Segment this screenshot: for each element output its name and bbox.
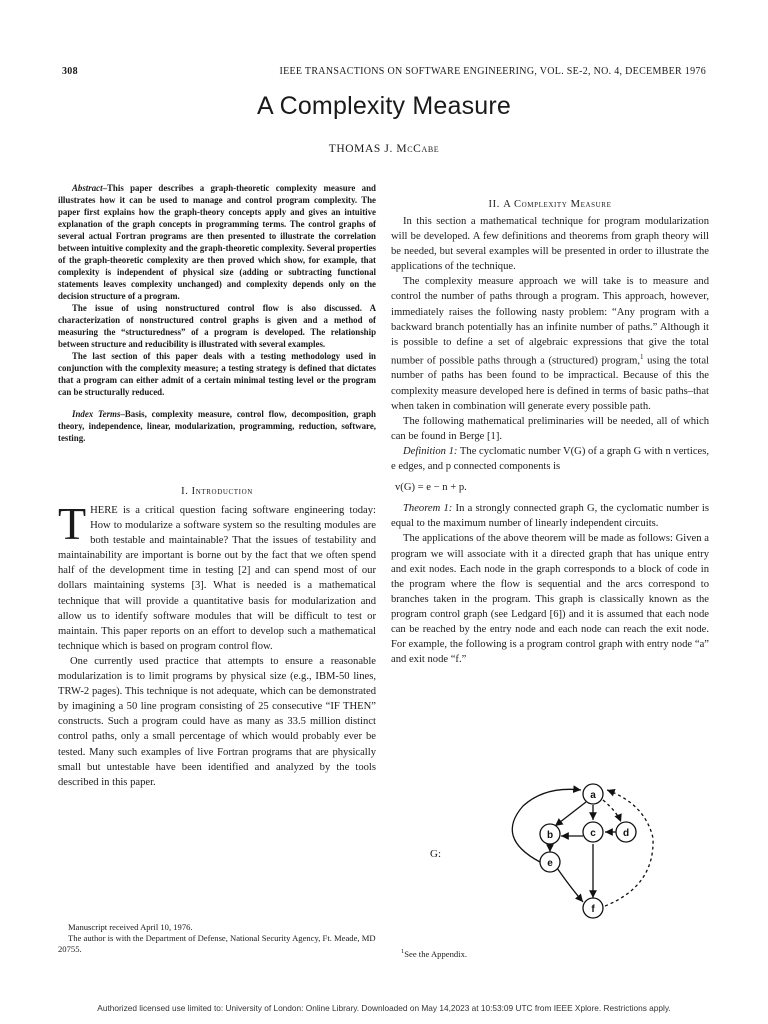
drop-cap: T — [58, 498, 87, 549]
section1-heading — [58, 486, 376, 497]
abstract — [58, 182, 376, 398]
section2-p4: The applications of the above theorem will be made as follows: Given a program we will associate with it a directed graph that has unique entry and exit nodes. Each node in the graph corresponds to a block of code in the program where the flow is sequential and the arcs correspond to branches taken in the program. This graph is classically known as the program control graph (see Ledgard [6]) and it is assumed that each node can be reached by the entry node and each node can reach the exit node. For example, the following is a program control graph with entry node “a” and exit node “f.” — [391, 533, 709, 666]
section2-title: A Complexity Measure — [503, 199, 612, 210]
author-affiliation: The author is with the Department of Defense, National Security Agency, Ft. Meade, MD 20755. — [58, 933, 376, 954]
section1-p1: HERE is a critical question facing software engineering today: How to modularize a software system so the resulting modules are both testable and maintainable? That the issues of testability and maintainability are important is borne out by the fact that we often spend half of the development time in testing [2] and can spend most of our dollars maintaining systems [3]. What is needed is a mathematical technique that will provide a quantitative basis for modularization and allow us to identify software modules that will be difficult to test or maintain. This paper reports on an effort to develop such a mathematical technique which is based on program control flow. — [58, 505, 376, 652]
appendix-footnote-text: See the Appendix. — [404, 948, 468, 959]
paper-title: A Complexity Measure — [256, 92, 512, 120]
journal-running-head: IEEE TRANSACTIONS ON SOFTWARE ENGINEERING, VOL. SE-2, NO. 4, DECEMBER 1976 — [279, 66, 706, 77]
section1-title: Introduction — [191, 486, 253, 497]
running-header — [62, 66, 706, 80]
node-c-label: c — [590, 828, 596, 839]
section2-p1: In this section a mathematical technique for program modularization will be developed. A few definitions and theorems from graph theory will be needed, but several examples will be presented in order to illustrate the applications of the technique. — [391, 216, 709, 273]
cyclomatic-formula: v(G) = e − n + p. — [395, 482, 467, 494]
abstract-p1: –This paper describes a graph-theoretic complexity measure and illustrates how it can be used to manage and control program complexity. The paper first explains how the graph-theory concepts apply and gives an intuitive explanation of the graph concepts in programming terms. The control graphs of several actual Fortran programs are then presented to illustrate the correlation between intuitive complexity and the graph-theoretic complexity. Several properties of the graph-theoretic complexity are then proved which show, for example, that complexity is independent of physical size (adding or subtracting functional statements leaves complexity unchanged) and complexity depends only on the decision structure of a program. — [58, 183, 376, 301]
graph-label: G: — [430, 848, 441, 860]
node-d-label: d — [622, 828, 630, 839]
author-name — [0, 143, 768, 155]
edge-e-f — [557, 868, 583, 902]
appendix-footnote — [401, 946, 467, 960]
definition-lead: Definition 1: — [403, 445, 458, 457]
section2-number: II. — [488, 199, 504, 210]
section2-p2 — [391, 274, 709, 413]
section1-body — [58, 498, 376, 790]
section2-p3: The following mathematical preliminaries will be needed, all of which can be found in Berge [1]. — [391, 415, 709, 442]
footnote-marker: 1 — [640, 352, 644, 361]
author-last: McCabe — [396, 143, 440, 155]
theorem-lead: Theorem 1: — [403, 503, 453, 515]
section1-number: I. — [181, 486, 192, 497]
abstract-p3: The last section of this paper deals with a testing methodology used in conjunction with the complexity measure; a testing strategy is defined that dictates that a program can either admit of a certain minimal testing level or the program can be structurally reduced. — [58, 351, 376, 397]
definition-1 — [391, 444, 709, 474]
abstract-p2: The issue of using nonstructured control flow is also discussed. A characterization of nonstructured control graphs is given and a method of measuring the “structuredness” of a program is developed. The relationship between structure and reducibility is illustrated with several examples. — [58, 303, 376, 349]
section2-p2-b: using the total number of paths has been found to be impractical. Because of this the complexity measure developed here is defined in terms of basic paths–that when taken in combination will generate every possible path. — [391, 355, 709, 412]
left-column — [58, 182, 376, 790]
index-terms-lead: Index Terms — [72, 409, 121, 419]
index-terms — [58, 408, 376, 444]
node-e-label: e — [547, 858, 553, 869]
section2-heading — [391, 199, 709, 210]
abstract-lead: Abstract — [72, 183, 103, 193]
section2-body — [391, 214, 709, 667]
theorem-1 — [391, 501, 709, 531]
theorem-text: In a strongly connected graph G, the cyclomatic number is equal to the maximum number of linearly independent circuits. — [391, 503, 710, 530]
control-graph-figure — [495, 776, 665, 926]
section2-p2-a: The complexity measure approach we will take is to measure and control the number of paths through a program. This approach, however, immediately raises the following nasty problem: “Any program with a backward branch potentially has an infinite number of paths.” Although it is possible to define a set of algebraic expressions that give the total number of possible paths through a (structured) program, — [391, 276, 709, 367]
appendix-footnote-marker: 1 — [401, 948, 405, 955]
manuscript-received: Manuscript received April 10, 1976. — [68, 922, 193, 932]
definition-text: The cyclomatic number V(G) of a graph G with n vertices, e edges, and p connected components is — [391, 445, 709, 473]
page-number: 308 — [62, 66, 78, 77]
index-terms-text: –Basis, complexity measure, control flow, decomposition, graph theory, independence, linear, modularization, programming, reduction, software, testing. — [58, 409, 376, 443]
section1-p2: One currently used practice that attempts to ensure a reasonable modularization is to limit programs by physical size (e.g., IBM-50 lines, TRW-2 pages). This technique is not adequate, which can be demonstrated by imagining a 50 line program consisting of 25 consecutive “IF THEN” constructs. Such a program could have as many as 33.5 million distinct control paths, only a small percentage of which would probably ever be tested. Many such examples of live Fortran programs that are physically small but untestable have been identified and analyzed by the tools described in this paper. — [58, 655, 376, 788]
edge-f-a — [605, 790, 653, 906]
author-first: THOMAS J. — [328, 143, 397, 155]
edge-a-d — [603, 800, 621, 822]
right-column — [391, 199, 709, 667]
node-a-label: a — [590, 790, 596, 801]
manuscript-footnote — [58, 922, 376, 955]
edge-a-b — [555, 802, 586, 826]
node-f-label: f — [591, 904, 595, 915]
license-footer: Authorized licensed use limited to: University of London: Online Library. Downloaded on May 14,2023 at 10:53:09 UTC from IEEE Xplore. Restrictions apply. — [97, 1003, 671, 1013]
node-b-label: b — [546, 830, 554, 841]
